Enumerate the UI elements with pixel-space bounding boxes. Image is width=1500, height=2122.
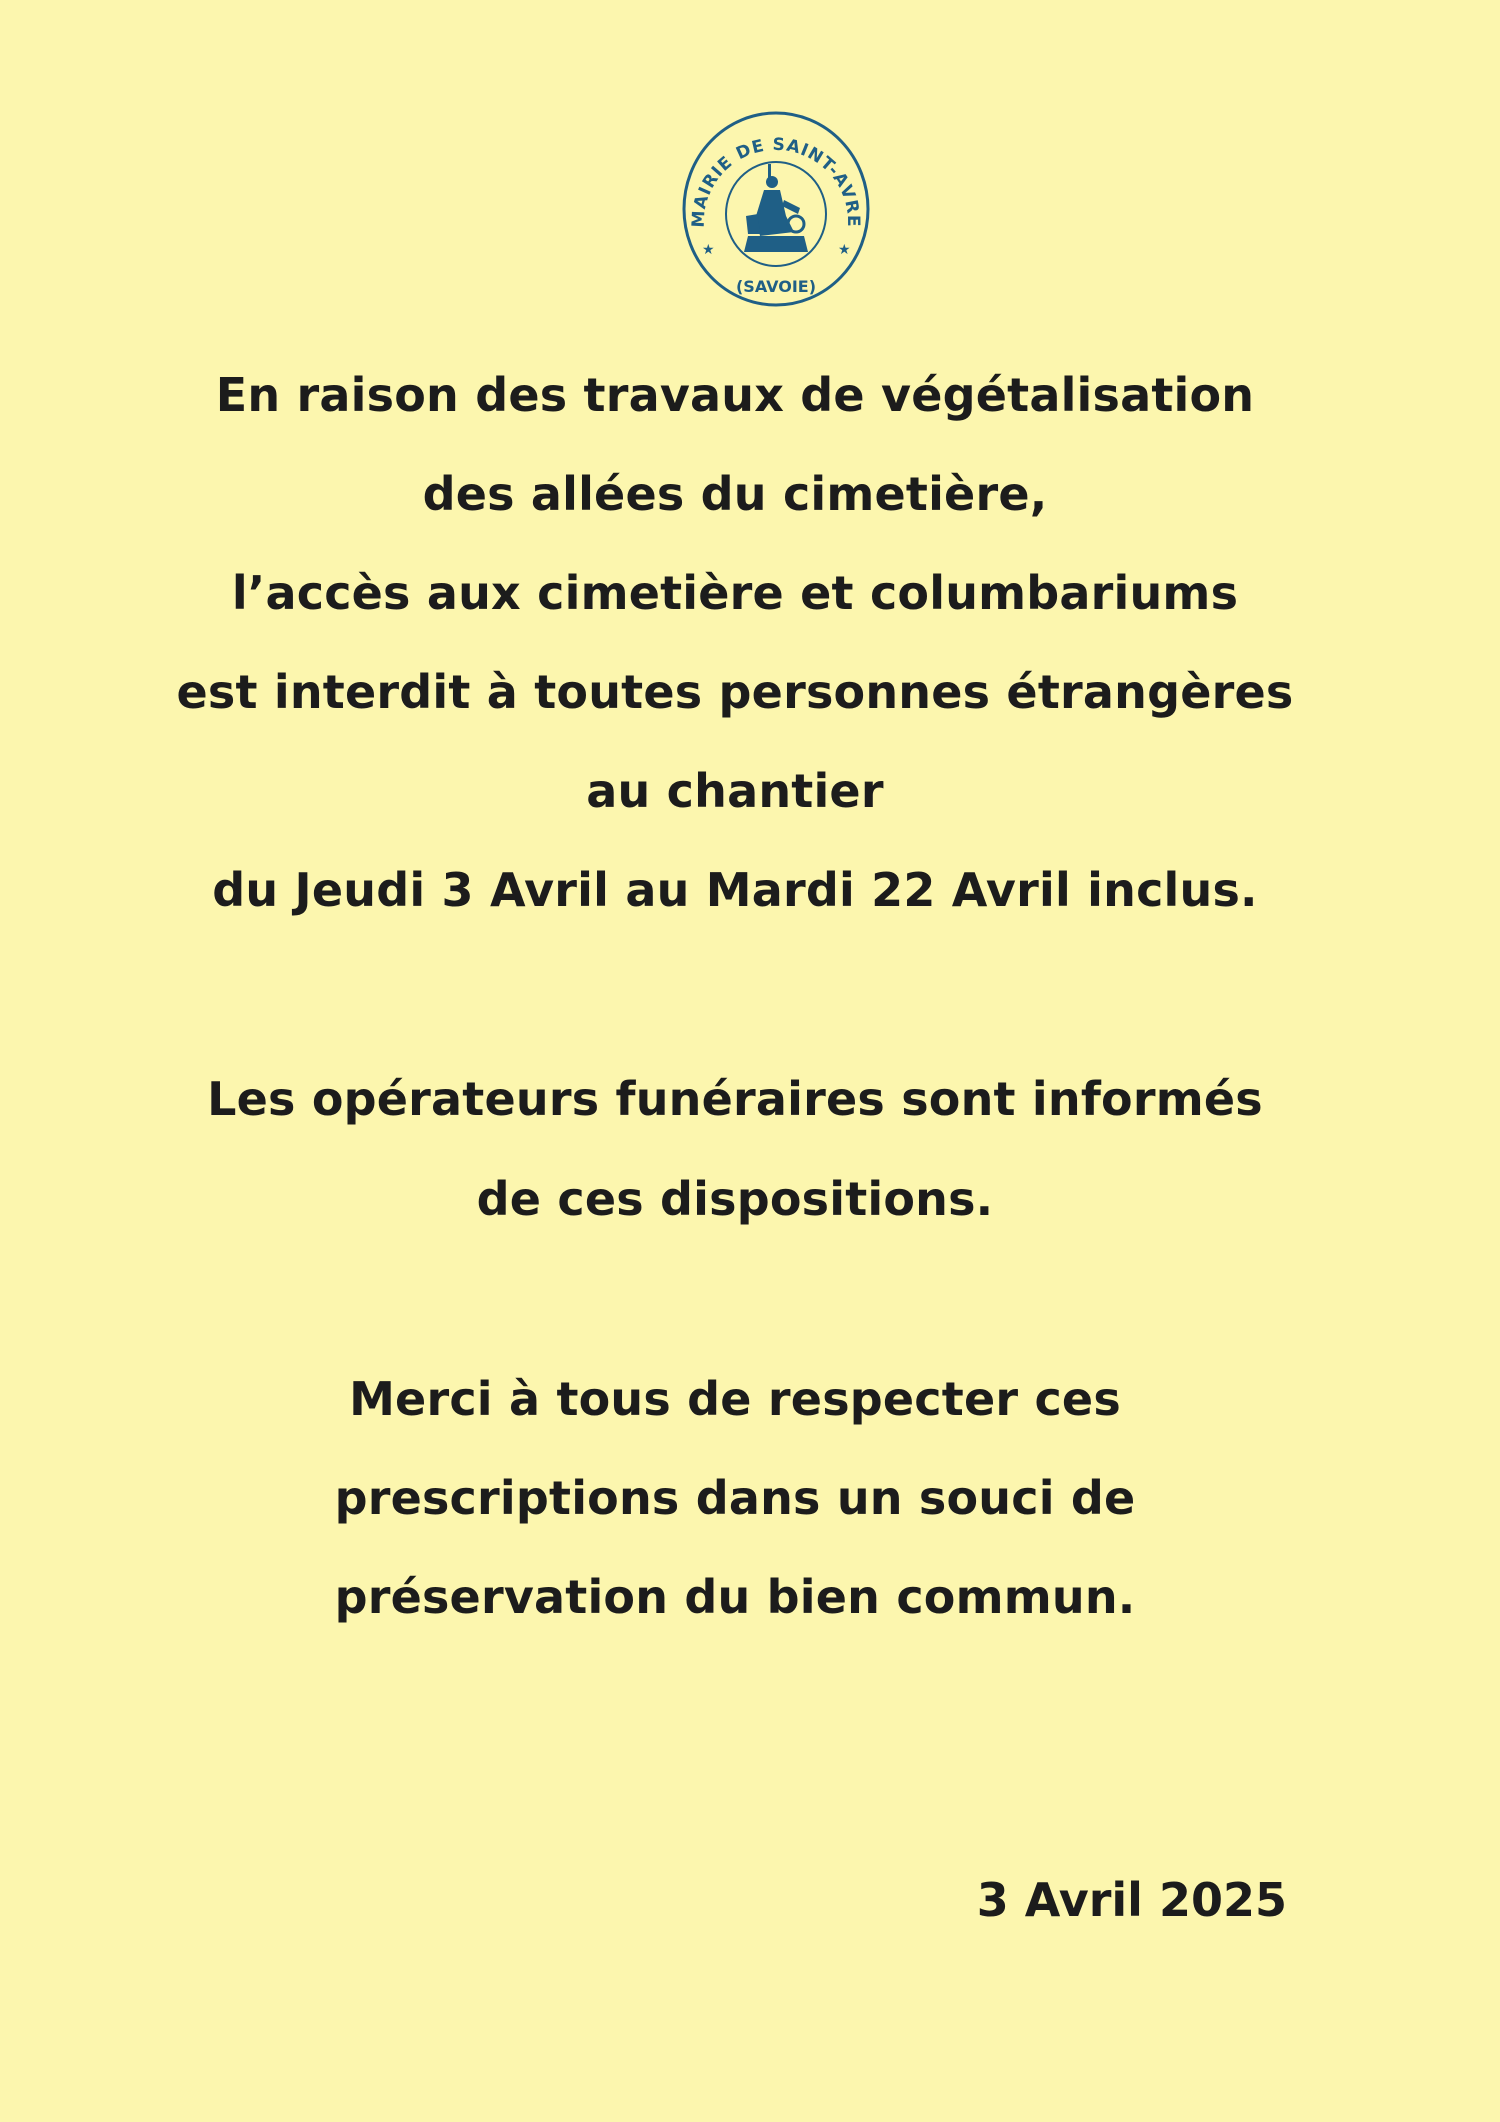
notice-line: de ces dispositions. bbox=[476, 1172, 994, 1226]
operators-paragraph bbox=[0, 1049, 1470, 1249]
stamp-arc-text: MAIRIE DE SAINT-AVRE bbox=[688, 134, 864, 228]
notice-line: au chantier bbox=[586, 764, 884, 818]
notice-line: Les opérateurs funéraires sont informés bbox=[207, 1072, 1263, 1126]
notice-line: En raison des travaux de végétalisation bbox=[215, 368, 1255, 422]
notice-line: préservation du bien commun. bbox=[334, 1570, 1136, 1624]
svg-text:★: ★ bbox=[702, 242, 715, 258]
thanks-paragraph bbox=[0, 1350, 1470, 1647]
notice-line: du Jeudi 3 Avril au Mardi 22 Avril inclus. bbox=[212, 863, 1258, 917]
closure-paragraph bbox=[0, 346, 1470, 940]
stamp-bottom-text: (SAVOIE) bbox=[735, 277, 817, 296]
notice-line: l’accès aux cimetière et columbariums bbox=[231, 566, 1239, 620]
marianne-figure bbox=[744, 164, 808, 252]
notice-line: Merci à tous de respecter ces bbox=[349, 1372, 1121, 1426]
notice-line: des allées du cimetière, bbox=[422, 467, 1048, 521]
svg-text:★: ★ bbox=[838, 242, 851, 258]
notice-line: prescriptions dans un souci de bbox=[334, 1471, 1136, 1525]
seal-icon bbox=[676, 104, 876, 314]
notice-line: est interdit à toutes personnes étrangères bbox=[176, 665, 1294, 719]
notice-date: 3 Avril 2025 bbox=[976, 1873, 1287, 1927]
town-hall-stamp bbox=[676, 104, 876, 314]
